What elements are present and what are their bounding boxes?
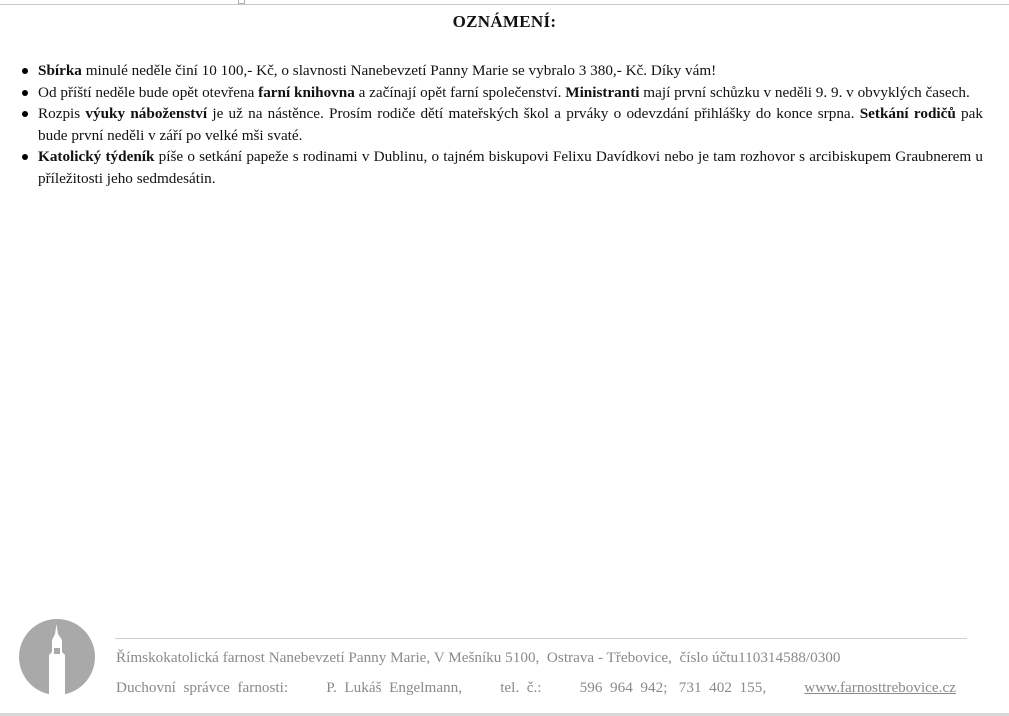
announcement-list — [22, 60, 983, 189]
page-title: OZNÁMENÍ: — [452, 12, 557, 31]
announcement-highlight: farní knihovna — [258, 83, 355, 101]
footer-phones: 596 964 942; 731 402 155, — [579, 679, 767, 696]
announcement-highlight: Setkání rodičů — [859, 105, 956, 122]
announcement-highlight: výuky náboženství — [85, 105, 208, 122]
footer-admin-name: P. Lukáš Engelmann, — [326, 679, 463, 696]
announcement-highlight: Katolický týdeník — [38, 148, 155, 165]
announcement-item — [22, 146, 983, 189]
announcement-text: pak bude první neděli v září po velké mši svaté. — [38, 105, 983, 144]
announcement-item — [22, 60, 983, 82]
announcement-text: píše o setkání papeže s rodinami v Dublinu, o tajném biskupovi Felixu Davídkovi nebo je tam rozhovor s arcibiskupem Graubnerem u příležitosti jeho sedmdesátin. — [38, 148, 983, 187]
footer-contact-line — [116, 679, 956, 697]
church-tower-logo-icon — [18, 618, 96, 696]
announcement-item — [22, 103, 983, 146]
announcement-highlight: Sbírka — [38, 62, 82, 79]
announcement-highlight: Ministranti — [565, 83, 640, 101]
page-top-edge — [0, 0, 1009, 5]
page-top-marker — [238, 0, 245, 4]
announcement-item — [22, 82, 983, 104]
footer-divider — [115, 638, 967, 639]
announcement-text: Rozpis — [38, 105, 86, 122]
announcement-text: minulé neděle činí 10 100,- Kč, o slavnosti Nanebevzetí Panny Marie se vybralo 3 380,- Kč. Díky vám! — [81, 62, 717, 79]
footer-phone-label: tel. č.: — [500, 679, 542, 696]
announcement-text: Od příští neděle bude opět otevřena — [38, 83, 259, 101]
announcement-text: mají první schůzku v neděli 9. 9. v obvyklých časech. — [639, 83, 970, 101]
footer-parish-address: Římskokatolická farnost Nanebevzetí Panny Marie, V Mešníku 5100, Ostrava - Třebovice, číslo účtu110314588/0300 — [116, 649, 841, 666]
footer-admin-label: Duchovní správce farnosti: — [116, 679, 289, 696]
footer-website-link[interactable]: www.farnosttrebovice.cz — [804, 679, 956, 696]
announcement-text: a začínají opět farní společenství. — [354, 83, 566, 101]
announcement-text: je už na nástěnce. Prosím rodiče dětí mateřských škol a prváky o odevzdání přihlášky do konce srpna. — [207, 105, 860, 122]
